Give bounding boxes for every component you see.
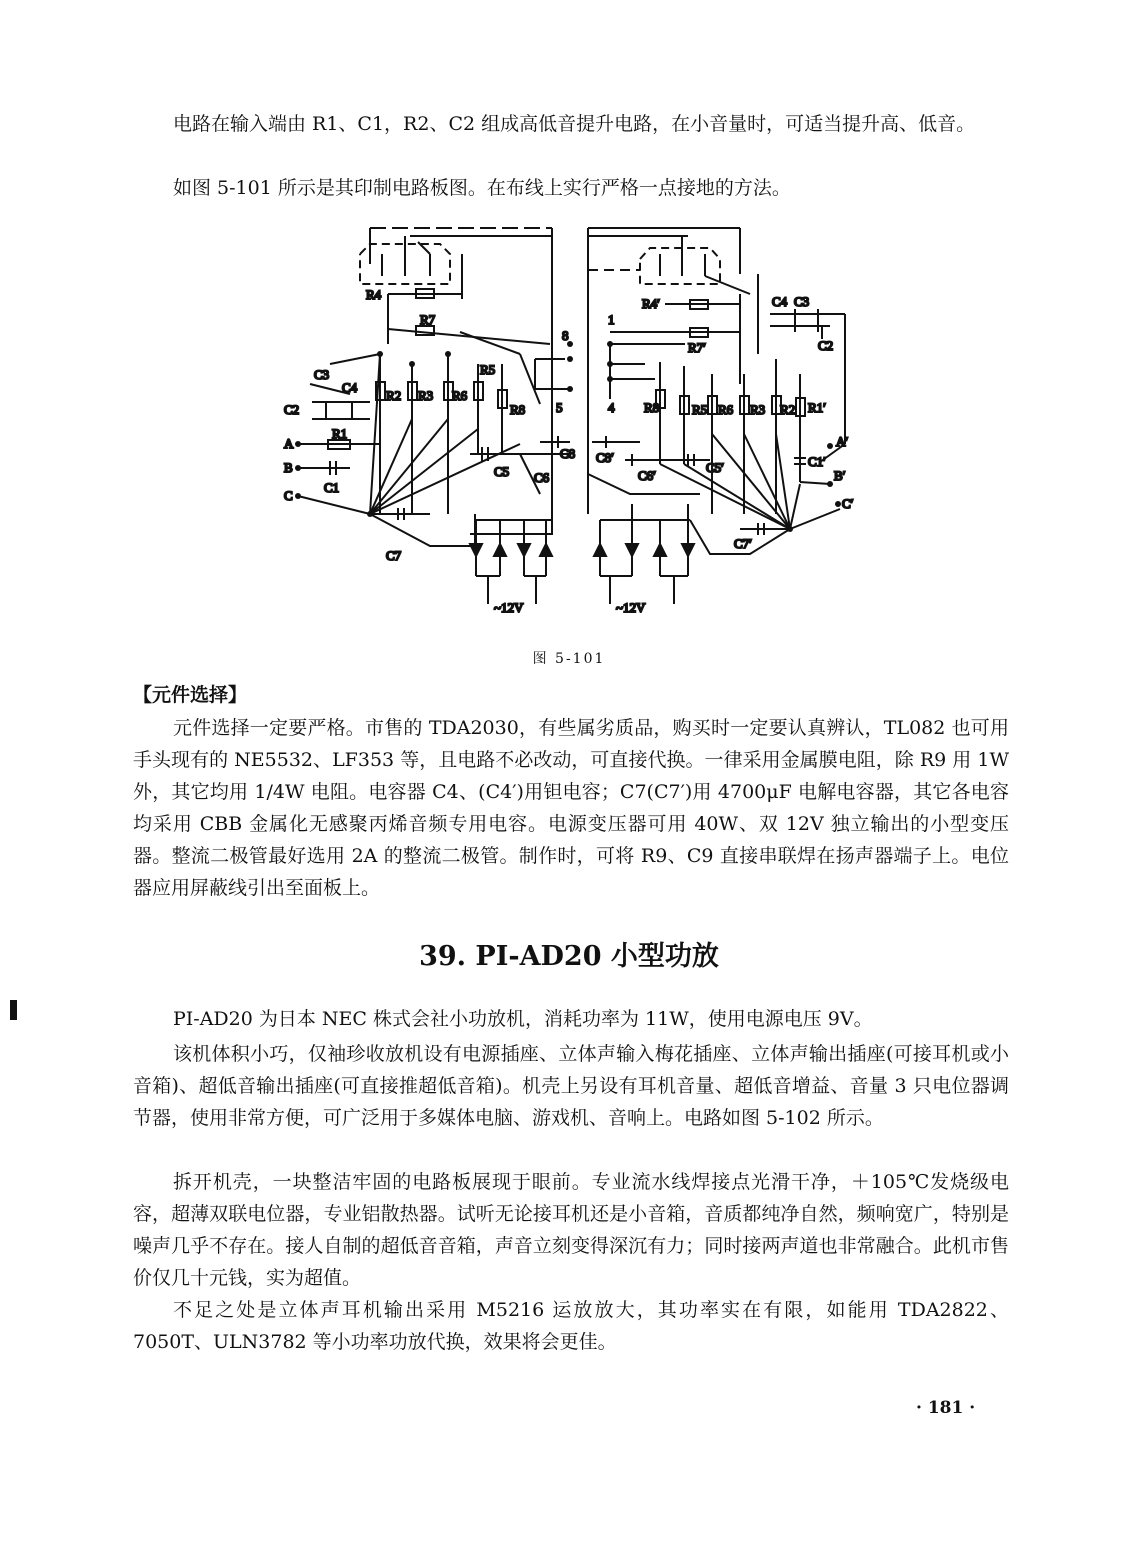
label-ac-12v-left: ~12V bbox=[494, 600, 524, 615]
label-r7-prime: R7′ bbox=[688, 340, 707, 355]
label-pin-8: 8 bbox=[562, 328, 569, 343]
rectifier-diodes-left bbox=[470, 520, 552, 604]
label-r1-prime: R1′ bbox=[808, 400, 827, 415]
label-a: A bbox=[284, 436, 294, 451]
label-c5-prime: C5′ bbox=[706, 460, 725, 475]
label-a-prime: A′ bbox=[836, 434, 849, 449]
label-c: C bbox=[284, 488, 293, 503]
section-heading-component-selection: 【元件选择】 bbox=[133, 684, 248, 706]
label-c8: C8 bbox=[560, 446, 576, 461]
label-r4-prime: R4′ bbox=[642, 296, 661, 311]
rectifier-diodes-right bbox=[594, 504, 694, 604]
page-number: · 181 · bbox=[916, 1398, 976, 1418]
paragraph-drawbacks: 不足之处是立体声耳机输出采用 M5216 运放放大，其功率实在有限，如能用 TDA2822、7050T、ULN3782 等小功率功放代换，效果将会更佳。 bbox=[133, 1299, 1009, 1353]
label-c6: C6 bbox=[534, 470, 550, 485]
margin-mark bbox=[10, 1000, 17, 1020]
section-title: 39. PI-AD20 小型功放 bbox=[419, 941, 719, 972]
label-r3-prime: R3 bbox=[750, 402, 766, 417]
label-r5: R5 bbox=[480, 362, 496, 377]
label-r6-prime: R6 bbox=[718, 402, 734, 417]
potentiometer-outline-right bbox=[640, 248, 720, 284]
label-r6: R6 bbox=[452, 388, 468, 403]
label-c4-prime: C4 bbox=[772, 294, 788, 309]
label-pin-4: 4 bbox=[608, 400, 615, 415]
label-c1-prime: C1′ bbox=[808, 454, 827, 469]
label-c7: C7 bbox=[386, 548, 402, 563]
paragraph-pcb-reference: 如图 5-101 所示是其印制电路板图。在布线上实行严格一点接地的方法。 bbox=[173, 177, 791, 199]
label-c1: C1 bbox=[324, 480, 340, 495]
label-r7: R7 bbox=[420, 312, 436, 327]
paragraph-intro-circuit: 电路在输入端由 R1、C1，R2、C2 组成高低音提升电路，在小音量时，可适当提升高、低音。 bbox=[173, 113, 976, 135]
paragraph-review: 拆开机壳，一块整洁牢固的电路板展现于眼前。专业流水线焊接点光滑干净，＋105℃发烧级电容，超薄双联电位器，专业铝散热器。试听无论接耳机还是小音箱，音质都纯净自然，频响宽广，特别是噪声几乎不存在。接人自制的超低音音箱，声音立刻变得深沉有力；同时接两声道也非常融合。此机市售价仅几十元钱，实为超值。 bbox=[133, 1171, 1009, 1289]
label-c5: C5 bbox=[494, 464, 510, 479]
paragraph-product-intro: PI-AD20 为日本 NEC 株式会社小功放机，消耗功率为 11W，使用电源电压 9V。 bbox=[173, 1008, 873, 1030]
label-c2: C2 bbox=[284, 402, 300, 417]
paragraph-component-selection: 元件选择一定要严格。市售的 TDA2030，有些属劣质品，购买时一定要认真辨认，TL082 也可用手头现有的 NE5532、LF353 等，且电路不必改动，可直接代换。一律采用金属膜电阻，除 R9 用 1W 外，其它均用 1/4W 电阻。电容器 C4、(C4′)用钽电容；C7(C7′)用 4700μF 电解电容器，其它各电容均采用 CBB 金属化无感聚丙烯音频专用电容。电源变压器可用 40W、双 12V 独立输出的小型变压器。整流二极管最好选用 2A 的整流二极管。制作时，可将 R9、C9 直接串联焊在扬声器端子上。电位器应用屏蔽线引出至面板上。 bbox=[133, 717, 1009, 899]
label-b: B bbox=[284, 460, 293, 475]
label-b-prime: B′ bbox=[834, 468, 846, 483]
label-c8-prime: C8′ bbox=[596, 450, 615, 465]
label-c6-prime: C6′ bbox=[638, 468, 657, 483]
label-ac-12v-right: ~12V bbox=[616, 600, 646, 615]
label-r2: R2 bbox=[386, 388, 402, 403]
label-c7-prime: C7′ bbox=[734, 536, 753, 551]
label-c3-prime: C3 bbox=[794, 294, 810, 309]
figure-caption: 图 5-101 bbox=[532, 651, 606, 667]
label-c-prime: C′ bbox=[842, 496, 854, 511]
label-pin-1: 1 bbox=[608, 312, 615, 327]
paragraph-features: 该机体积小巧，仅袖珍收放机设有电源插座、立体声输入梅花插座、立体声输出插座(可接耳机或小音箱)、超低音输出插座(可直接推超低音箱)。机壳上另设有耳机音量、超低音增益、音量 3 只电位器调节器，使用非常方便，可广泛用于多媒体电脑、游戏机、音响上。电路如图 5-102 所示。 bbox=[133, 1043, 1009, 1129]
label-r3: R3 bbox=[418, 388, 434, 403]
label-r1: R1 bbox=[332, 426, 348, 441]
label-c3: C3 bbox=[314, 367, 330, 382]
label-r2-prime: R2 bbox=[780, 402, 796, 417]
label-r5-prime: R5 bbox=[692, 402, 708, 417]
label-r8-prime: R8 bbox=[644, 400, 660, 415]
label-c4: C4 bbox=[342, 380, 358, 395]
pcb-diagram bbox=[270, 214, 870, 638]
terminal-points bbox=[295, 341, 841, 532]
label-r8: R8 bbox=[510, 402, 526, 417]
label-pin-5: 5 bbox=[556, 400, 563, 415]
label-c2-prime: C2 bbox=[818, 338, 834, 353]
label-r4: R4 bbox=[366, 287, 382, 302]
